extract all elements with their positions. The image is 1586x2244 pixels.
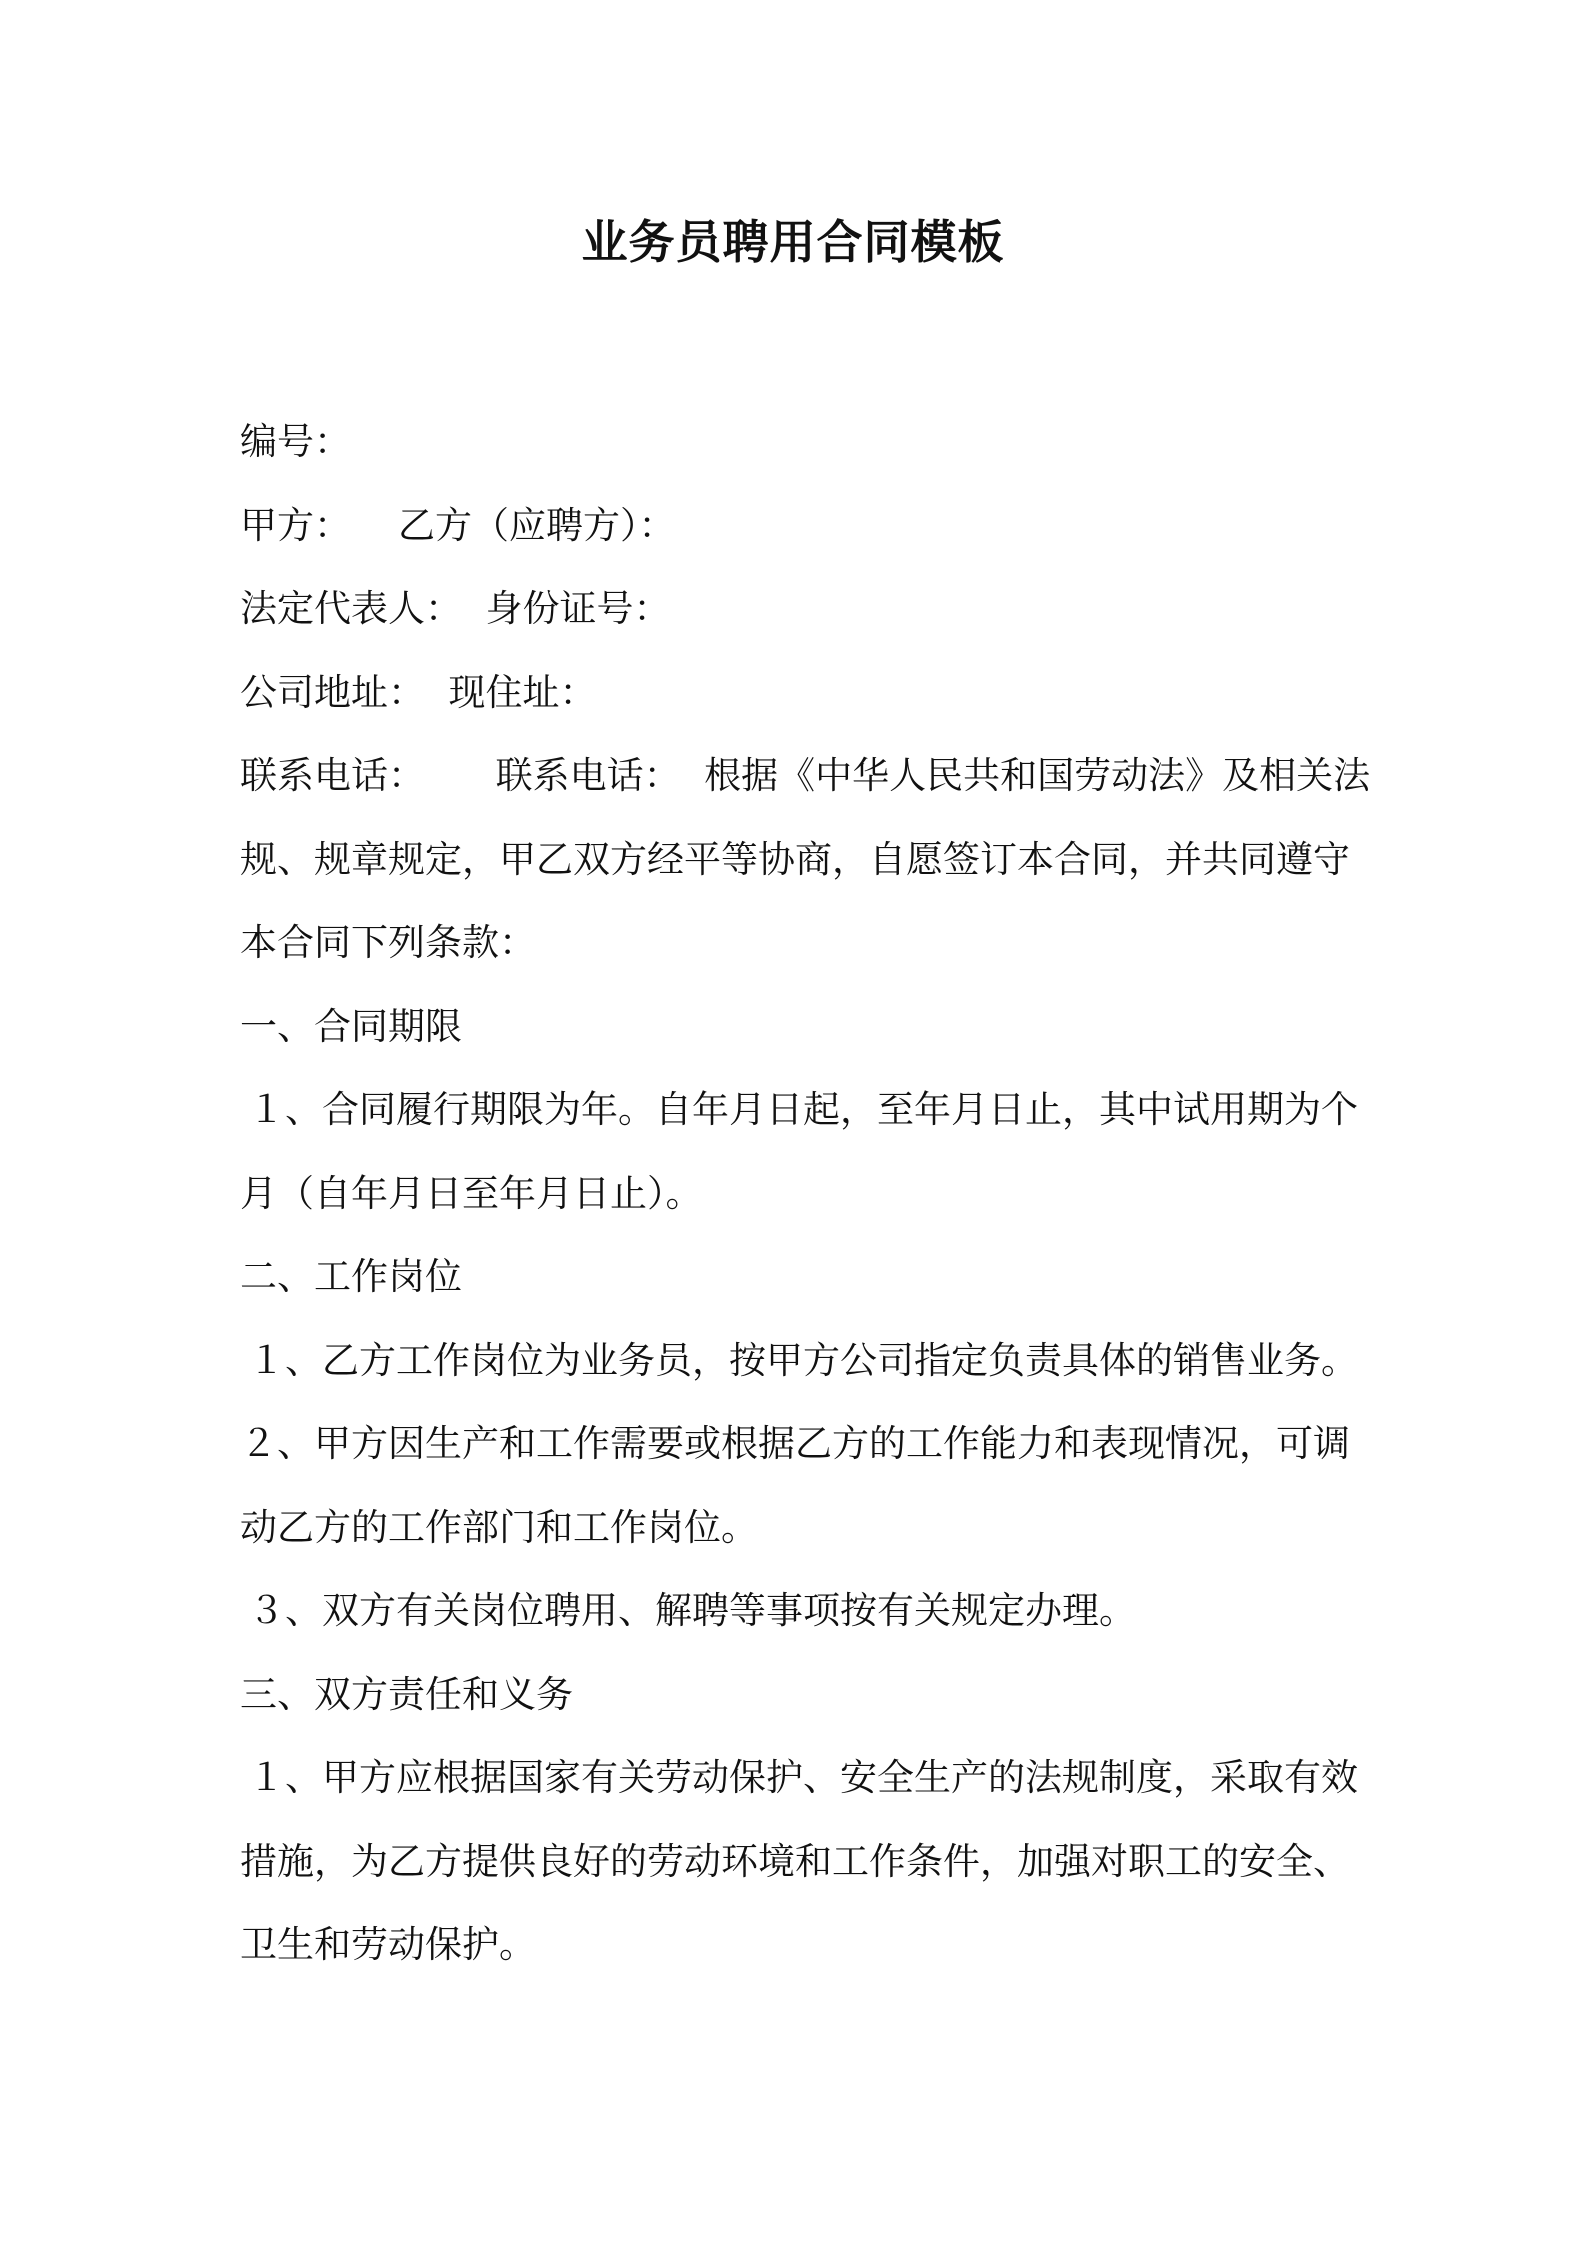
document-body — [240, 400, 1371, 1987]
clause-line: ３、双方有关岗位聘用、解聘等事项按有关规定办理。 — [248, 1589, 1136, 1632]
section-heading: 二、工作岗位 — [240, 1255, 462, 1298]
clause-line: １、合同履行期限为年。自年月日起，至年月日止，其中试用期为个 — [248, 1088, 1358, 1131]
clause-line: １、甲方应根据国家有关劳动保护、安全生产的法规制度，采取有效 — [248, 1756, 1358, 1799]
field-party-a-party-b: 甲方： 乙方（应聘方）： — [240, 503, 676, 547]
clause-line: １、乙方工作岗位为业务员，按甲方公司指定负责具体的销售业务。 — [248, 1338, 1358, 1382]
section-heading: 一、合同期限 — [240, 1004, 462, 1048]
section-heading: 三、双方责任和义务 — [240, 1672, 573, 1716]
clause-line: 月（自年月日至年月日止）。 — [240, 1171, 703, 1215]
field-company-address-residence: 公司地址： 现住址： — [240, 670, 597, 714]
field-legal-rep-id-number: 法定代表人： 身份证号： — [240, 587, 671, 630]
document-title: 业务员聘用合同模板 — [581, 215, 1005, 269]
field-contract-number: 编号： — [240, 420, 351, 463]
field-phone-and-preamble: 联系电话： 联系电话： 根据《中华人民共和国劳动法》及相关法 — [240, 754, 1371, 797]
clause-line: ２、甲方因生产和工作需要或根据乙方的工作能力和表现情况，可调 — [240, 1422, 1350, 1465]
preamble-line: 规、规章规定，甲乙双方经平等协商，自愿签订本合同，并共同遵守 — [240, 837, 1350, 881]
clause-line: 措施，为乙方提供良好的劳动环境和工作条件，加强对职工的安全、 — [240, 1839, 1350, 1883]
preamble-line: 本合同下列条款： — [240, 921, 536, 964]
clause-line: 动乙方的工作部门和工作岗位。 — [240, 1505, 758, 1549]
clause-line: 卫生和劳动保护。 — [240, 1923, 536, 1966]
